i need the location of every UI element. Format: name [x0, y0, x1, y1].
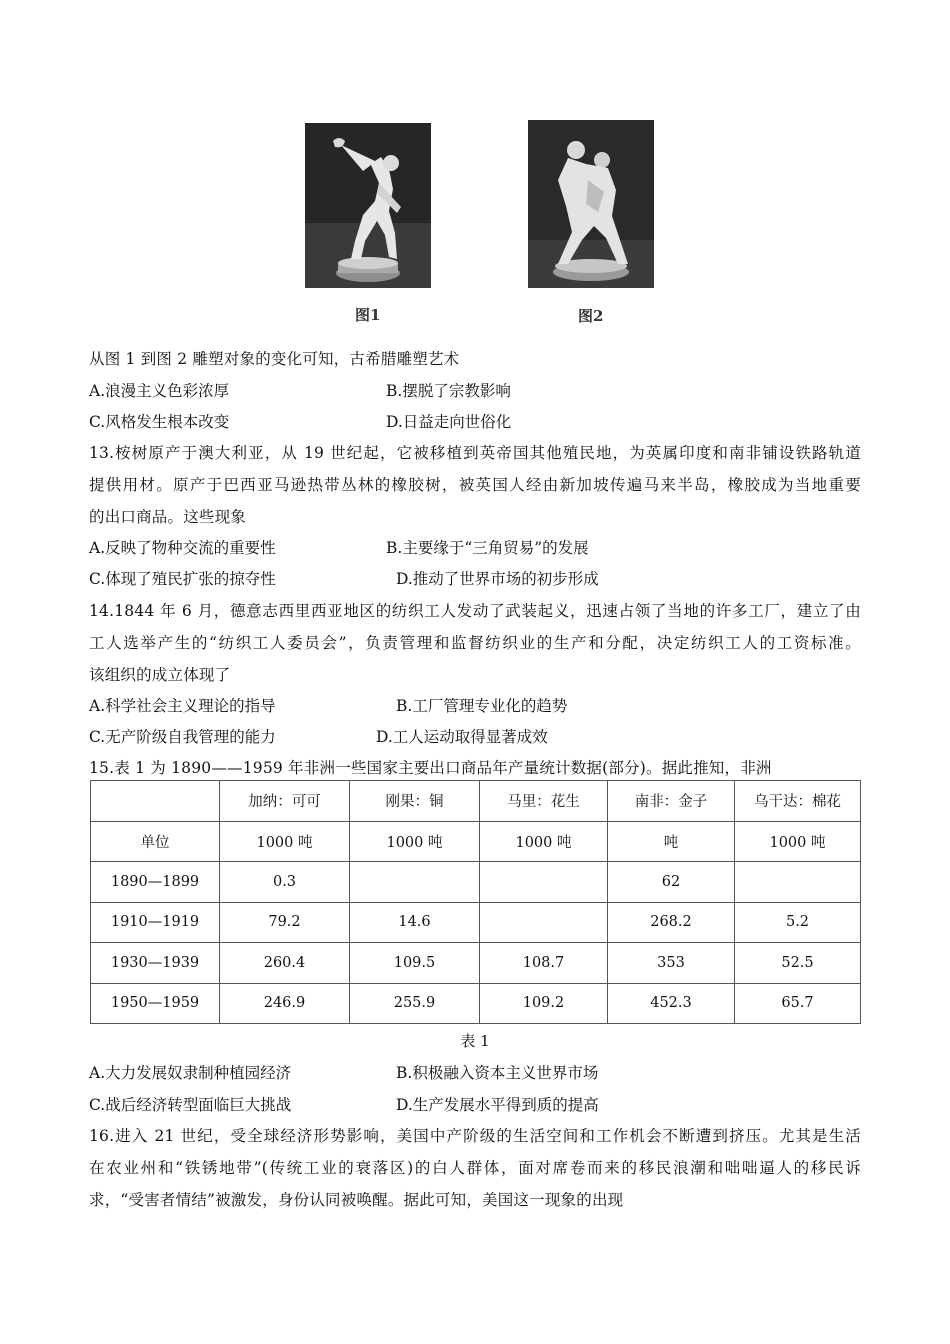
table-cell: 260.4	[220, 943, 350, 984]
table-cell: 452.3	[608, 983, 735, 1024]
q13-option-a: A.反映了物种交流的重要性	[89, 539, 276, 557]
q14-option-b: B.工厂管理专业化的趋势	[396, 697, 568, 715]
table-header-cell: 刚果：铜	[350, 781, 480, 822]
q13-stem-line-1: 13.桉树原产于澳大利亚，从 19 世纪起，它被移植到英帝国其他殖民地，为英属印度和南非铺设铁路轨道	[89, 444, 861, 462]
table-cell	[350, 862, 480, 903]
table-cell: 1000 吨	[480, 821, 608, 862]
q13-option-b: B.主要缘于“三角贸易”的发展	[386, 539, 589, 557]
table-cell: 109.5	[350, 943, 480, 984]
table-cell: 1910—1919	[91, 902, 220, 943]
q12-option-a: A.浪漫主义色彩浓厚	[89, 382, 230, 400]
table-row	[91, 821, 861, 862]
table-cell: 255.9	[350, 983, 480, 1024]
table-cell: 1890—1899	[91, 862, 220, 903]
q14-option-d: D.工人运动取得显著成效	[376, 728, 548, 746]
q13-stem-line-2: 提供用材。原产于巴西亚马逊热带丛林的橡胶树，被英国人经由新加坡传遍马来半岛，橡胶成为当地重要	[89, 476, 861, 494]
figure-2-wrestling-statue	[528, 120, 654, 288]
table-header-cell	[91, 781, 220, 822]
figure-1-caption: 图1	[355, 306, 381, 324]
table-cell: 1000 吨	[735, 821, 861, 862]
table-header-cell: 马里：花生	[480, 781, 608, 822]
q12-stem: 从图 1 到图 2 雕塑对象的变化可知，古希腊雕塑艺术	[89, 350, 460, 368]
table-cell: 108.7	[480, 943, 608, 984]
q14-option-c: C.无产阶级自我管理的能力	[89, 728, 276, 746]
q14-stem-line-1: 14.1844 年 6 月，德意志西里西亚地区的纺织工人发动了武装起义，迅速占领了当地的许多工厂，建立了由	[89, 602, 861, 620]
q16-stem-line-1: 16.进入 21 世纪，受全球经济形势影响，美国中产阶级的生活空间和工作机会不断遭到挤压。尤其是生活	[89, 1127, 861, 1145]
table-cell: 0.3	[220, 862, 350, 903]
q14-stem-line-3: 该组织的成立体现了	[89, 666, 231, 684]
table-cell: 268.2	[608, 902, 735, 943]
table-cell: 65.7	[735, 983, 861, 1024]
table-header-cell: 乌干达：棉花	[735, 781, 861, 822]
table-cell: 14.6	[350, 902, 480, 943]
q15-stem: 15.表 1 为 1890——1959 年非洲一些国家主要出口商品年产量统计数据(部分)。据此推知，非洲	[89, 759, 772, 777]
table-header-cell: 加纳：可可	[220, 781, 350, 822]
table-cell: 246.9	[220, 983, 350, 1024]
table-cell	[480, 862, 608, 903]
q16-stem-line-2: 在农业州和“铁锈地带”(传统工业的衰落区)的白人群体，面对席卷而来的移民浪潮和咄咄逼人的移民诉	[89, 1159, 861, 1177]
q13-stem-line-3: 的出口商品。这些现象	[89, 508, 247, 526]
table-row	[91, 983, 861, 1024]
q14-stem-line-2: 工人选举产生的“纺织工人委员会”，负责管理和监督纺织业的生产和分配，决定纺织工人的工资标准。	[89, 634, 861, 652]
table-row	[91, 943, 861, 984]
q15-option-c: C.战后经济转型面临巨大挑战	[89, 1096, 292, 1114]
table-cell: 52.5	[735, 943, 861, 984]
table-cell: 5.2	[735, 902, 861, 943]
table-header-row	[91, 781, 861, 822]
q14-option-a: A.科学社会主义理论的指导	[89, 697, 276, 715]
q15-option-a: A.大力发展奴隶制种植园经济	[89, 1064, 292, 1082]
table-cell: 79.2	[220, 902, 350, 943]
table-row	[91, 902, 861, 943]
figure-2-caption: 图2	[578, 307, 604, 325]
table-cell: 吨	[608, 821, 735, 862]
table-cell: 1000 吨	[220, 821, 350, 862]
table-cell: 62	[608, 862, 735, 903]
table-cell: 1000 吨	[350, 821, 480, 862]
table-cell	[480, 902, 608, 943]
q16-stem-line-3: 求，“受害者情结”被激发，身份认同被唤醒。据此可知，美国这一现象的出现	[89, 1191, 624, 1209]
table-header-cell: 南非：金子	[608, 781, 735, 822]
table-cell: 1930—1939	[91, 943, 220, 984]
q12-option-b: B.摆脱了宗教影响	[386, 382, 511, 400]
q15-option-d: D.生产发展水平得到质的提高	[396, 1096, 599, 1114]
export-statistics-table	[90, 780, 861, 1024]
q12-option-c: C.风格发生根本改变	[89, 413, 230, 431]
table-cell	[735, 862, 861, 903]
q12-option-d: D.日益走向世俗化	[386, 413, 512, 431]
figure-1-discus-thrower	[305, 123, 431, 288]
table-caption: 表 1	[460, 1032, 490, 1050]
table-cell: 1950—1959	[91, 983, 220, 1024]
table-row	[91, 862, 861, 903]
table-cell: 353	[608, 943, 735, 984]
table-cell: 单位	[91, 821, 220, 862]
q15-option-b: B.积极融入资本主义世界市场	[396, 1064, 599, 1082]
table-cell: 109.2	[480, 983, 608, 1024]
q13-option-c: C.体现了殖民扩张的掠夺性	[89, 570, 276, 588]
q13-option-d: D.推动了世界市场的初步形成	[396, 570, 599, 588]
